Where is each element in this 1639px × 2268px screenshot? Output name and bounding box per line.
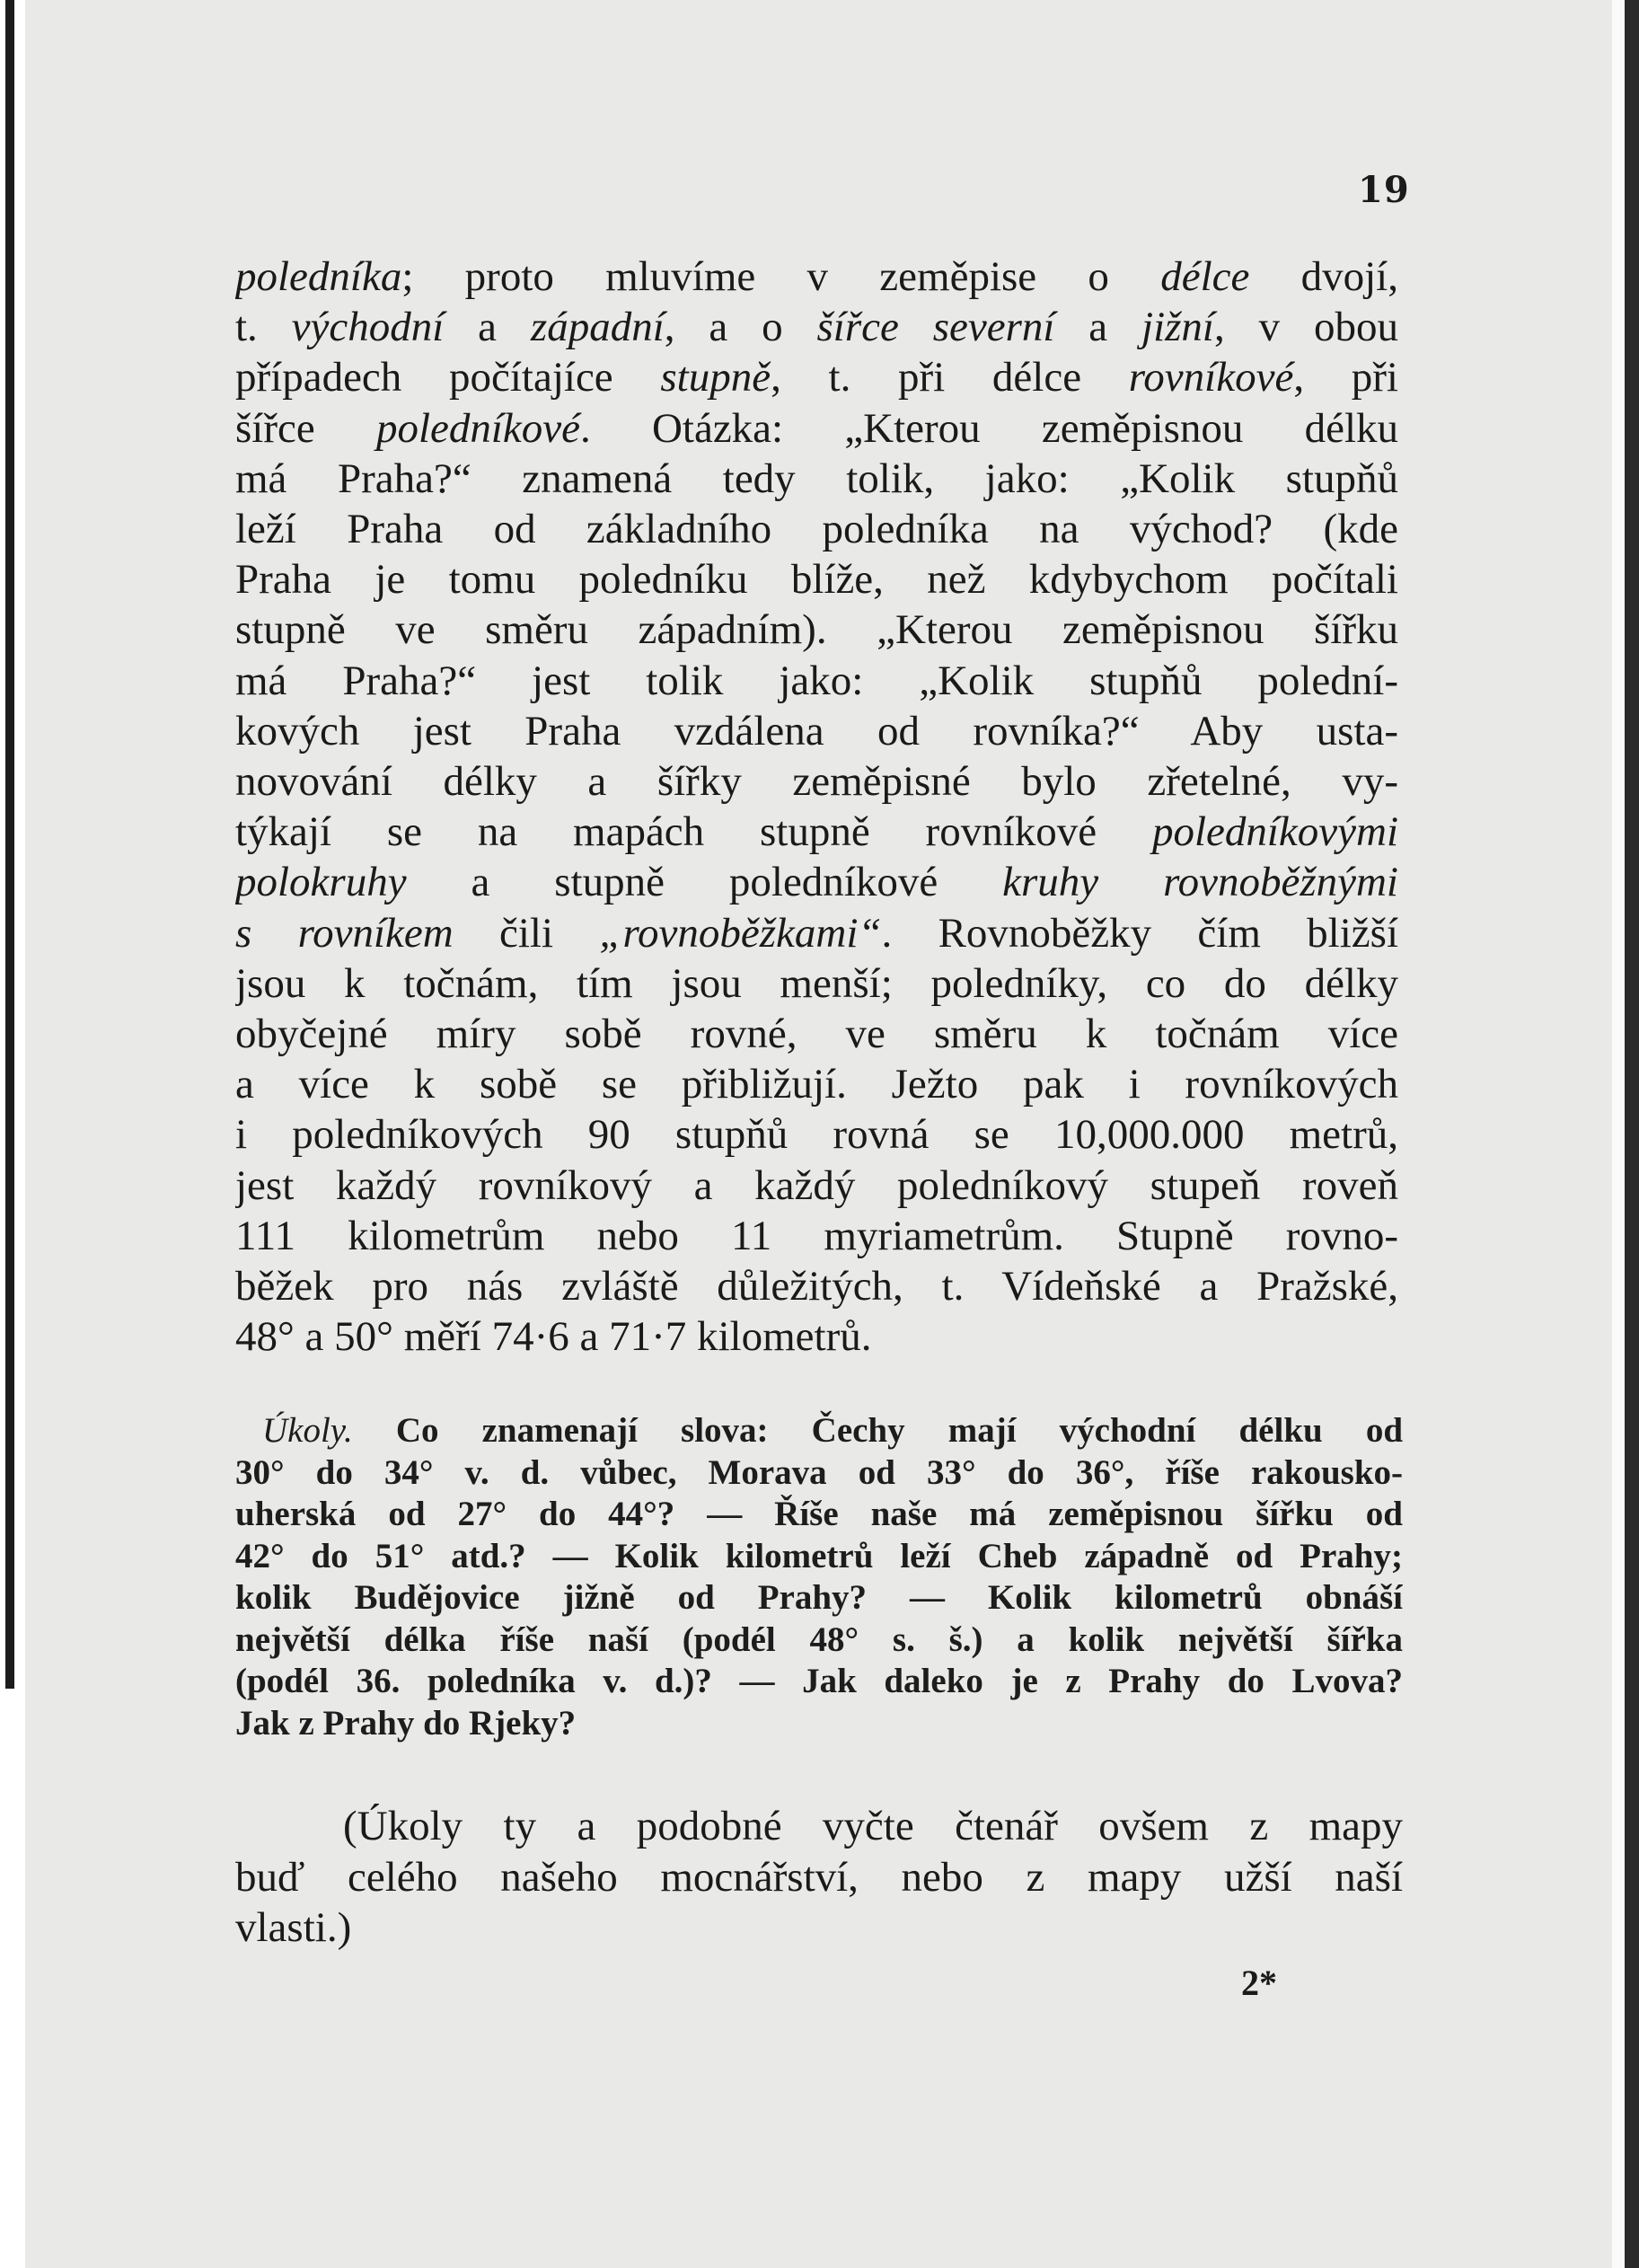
text-line — [235, 454, 1398, 504]
text-segment: leží Praha od základního poledníka na východ? (kde — [235, 506, 1398, 553]
text-line — [235, 352, 1398, 402]
text-line — [235, 1211, 1398, 1261]
text-segment: i poledníkových 90 stupňů rovná se 10,000.000 metrů, — [235, 1111, 1398, 1159]
note-line: (Úkoly ty a podobné vyčte čtenář ovšem z mapy — [343, 1803, 1403, 1849]
tasks-line — [235, 1703, 1403, 1745]
italic-term: „rovnoběžkami“ — [599, 909, 882, 957]
text-line — [235, 706, 1398, 756]
tasks-text: (podél 36. poledníka v. d.)? — Jak daleko je z Prahy do Lvova? — [235, 1662, 1403, 1700]
tasks-text: Co znamenají slova: Čechy mají východní délku od — [395, 1411, 1403, 1450]
text-segment: týkají se na mapách stupně rovníkové — [235, 808, 1152, 856]
italic-term: polokruhy — [235, 859, 407, 906]
italic-term: šířce severní — [816, 304, 1055, 351]
text-line — [235, 1311, 1398, 1362]
text-segment: čili — [453, 909, 600, 957]
text-segment: . Rovnoběžky čím bližší — [881, 909, 1398, 957]
text-segment: dvojí, — [1249, 253, 1398, 300]
text-segment: a více k sobě se přibližují. Ježto pak i rovníkových — [235, 1061, 1398, 1108]
text-line — [235, 302, 1398, 352]
text-segment: obyčejné míry sobě rovné, ve směru k točnám více — [235, 1010, 1398, 1058]
tasks-text: 30° do 34° v. d. vůbec, Morava od 33° do 36°, říše rakousko- — [235, 1452, 1403, 1492]
italic-term: poledníkovými — [1151, 808, 1398, 856]
text-line — [235, 1009, 1398, 1059]
text-segment: , při — [1293, 354, 1398, 402]
tasks-line — [235, 1619, 1403, 1662]
text-segment: kových jest Praha vzdálena od rovníka?“ Aby usta- — [235, 707, 1398, 755]
italic-term: délce — [1160, 253, 1250, 300]
left-binding-shadow — [5, 0, 14, 1689]
tasks-line — [235, 1536, 1403, 1578]
tasks-text: 42° do 51° atd.? — Kolik kilometrů leží Cheb západně od Prahy; — [235, 1536, 1403, 1575]
text-line — [235, 958, 1398, 1009]
text-segment: běžek pro nás zvláště důležitých, t. Vídeňské a Pražské, — [235, 1263, 1398, 1310]
text-segment: jest každý rovníkový a každý poledníkový stupeň roveň — [235, 1161, 1398, 1209]
text-line — [235, 252, 1398, 302]
text-segment: a — [1054, 304, 1142, 351]
text-segment: , t. při délce — [771, 354, 1129, 402]
text-segment: šířce — [235, 404, 376, 452]
text-segment: novování délky a šířky zeměpisné bylo zřetelné, vy- — [235, 758, 1398, 806]
text-line — [235, 403, 1398, 454]
text-segment: případech počítajíce — [235, 354, 661, 402]
text-segment: ; proto mluvíme v zeměpise o — [401, 253, 1161, 300]
text-line — [235, 554, 1398, 605]
text-segment: Praha je tomu poledníku blíže, než kdybychom počítali — [235, 556, 1398, 604]
italic-term: s rovníkem — [235, 909, 454, 957]
text-segment: a — [444, 304, 531, 351]
right-page-edge — [1625, 0, 1639, 2268]
italic-term: východní — [291, 304, 445, 351]
italic-term: poledníkové — [375, 404, 580, 452]
text-segment: t. — [235, 304, 292, 351]
text-line — [235, 1059, 1398, 1109]
note-paragraph — [235, 1801, 1403, 1954]
italic-term: poledníka — [235, 253, 402, 300]
page-number: 19 — [1358, 169, 1410, 211]
right-page-margin — [1612, 0, 1625, 2268]
text-segment: má Praha?“ jest tolik jako: „Kolik stupňů polední- — [235, 657, 1398, 704]
text-line — [235, 1109, 1398, 1160]
tasks-text: kolik Budějovice jižně od Prahy? — Kolik kilometrů obnáší — [235, 1578, 1403, 1617]
text-line — [235, 504, 1398, 554]
italic-term: stupně — [660, 354, 771, 402]
text-segment: jsou k točnám, tím jsou menší; poledníky, co do délky — [235, 959, 1398, 1007]
signature-mark: 2* — [1241, 1963, 1277, 2003]
italic-term: západní — [530, 304, 665, 351]
text-segment: má Praha?“ znamená tedy tolik, jako: „Kolik stupňů — [235, 454, 1398, 502]
italic-term: jižní — [1141, 304, 1214, 351]
tasks-line — [235, 1661, 1403, 1703]
italic-term: kruhy rovnoběžnými — [1002, 859, 1398, 906]
text-segment: 111 kilometrům nebo 11 myriametrům. Stupně rovno- — [235, 1212, 1398, 1259]
tasks-line — [235, 1410, 1403, 1452]
tasks-line — [235, 1577, 1403, 1619]
text-segment: . Otázka: „Kterou zeměpisnou délku — [580, 404, 1398, 452]
text-segment: , a o — [664, 304, 817, 351]
main-paragraph — [235, 252, 1398, 1362]
text-line — [235, 1261, 1398, 1311]
text-line — [235, 605, 1398, 655]
tasks-label: Úkoly. — [262, 1411, 353, 1450]
text-line — [235, 908, 1398, 958]
text-line — [235, 656, 1398, 706]
tasks-line — [235, 1494, 1403, 1536]
note-line: vlasti.) — [235, 1904, 352, 1951]
tasks-section — [235, 1410, 1403, 1744]
tasks-text: největší délka říše naší (podél 48° s. š.) a kolik největší šířka — [235, 1619, 1403, 1659]
note-line: buď celého našeho mocnářství, nebo z mapy užší naší — [235, 1853, 1403, 1901]
tasks-line — [235, 1452, 1403, 1495]
text-segment: 48° a 50° měří 74·6 a 71·7 kilometrů. — [235, 1313, 872, 1361]
text-line — [235, 756, 1398, 807]
tasks-text: Jak z Prahy do Rjeky? — [235, 1703, 577, 1743]
text-line — [235, 807, 1398, 857]
text-segment: stupně ve směru západním). „Kterou zeměpisnou šířku — [235, 606, 1398, 654]
text-line — [235, 857, 1398, 907]
text-segment: a stupně poledníkové — [406, 859, 1003, 906]
text-line — [235, 1160, 1398, 1211]
text-segment: , v obou — [1213, 304, 1398, 351]
tasks-text: uherská od 27° do 44°? — Říše naše má zeměpisnou šířku od — [235, 1495, 1403, 1533]
italic-term: rovníkové — [1128, 354, 1294, 402]
